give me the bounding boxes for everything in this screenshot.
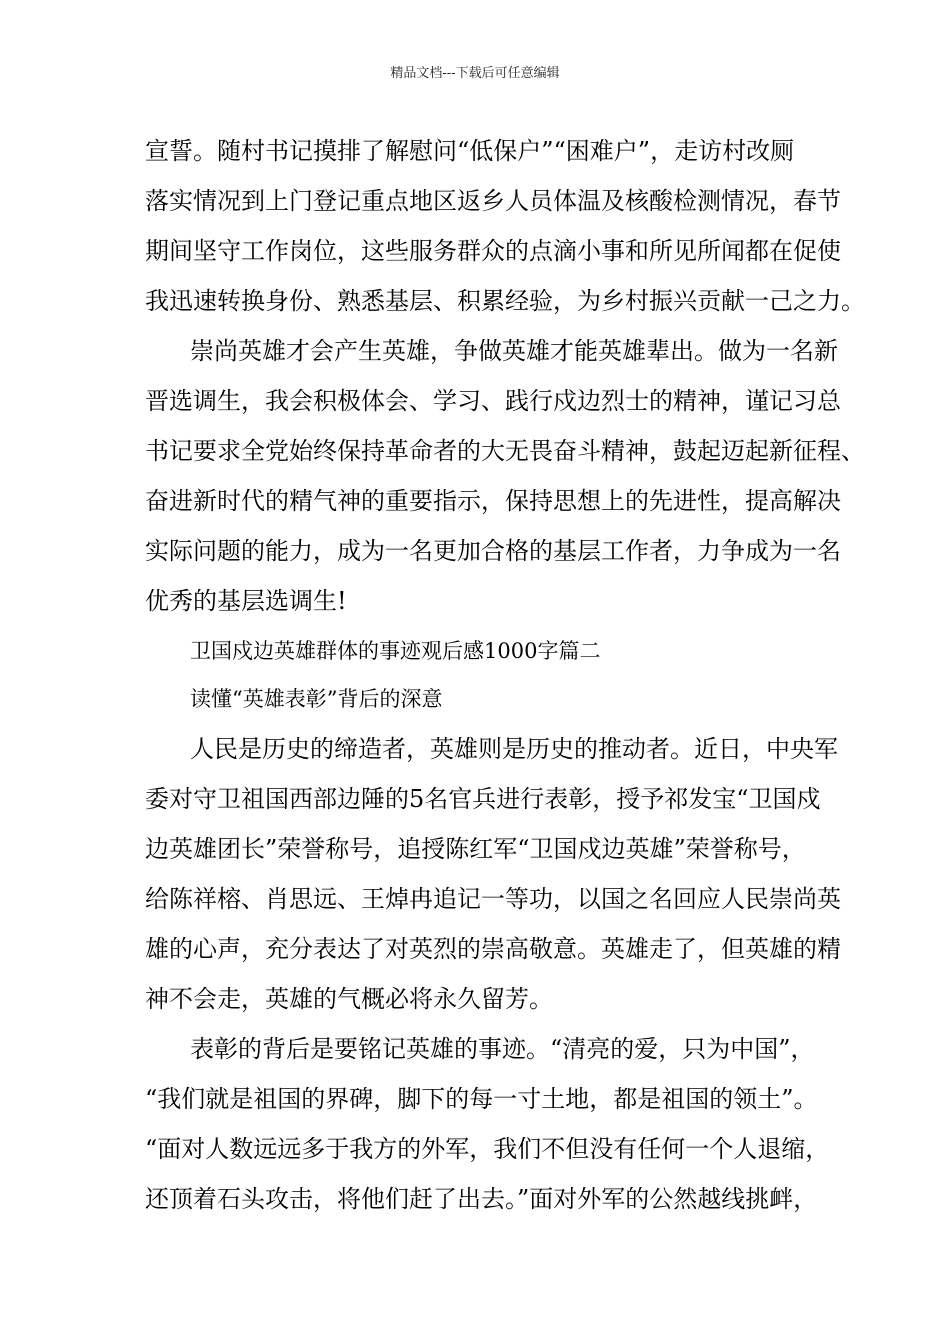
paragraph-start-line: 崇尚英雄才会产生英雄，争做英雄才能英雄辈出。做为一名新: [190, 337, 838, 365]
text-line: “我们就是祖国的界碑，脚下的每一寸土地，都是祖国的领土”。: [145, 1085, 818, 1113]
section-title: 卫国戍边英雄群体的事迹观后感1000字篇二: [190, 639, 601, 663]
text-line: 宣誓。随村书记摸排了解慰问“低保户”“困难户”，走访村改厕: [145, 137, 795, 165]
text-line: 边英雄团长”荣誉称号，追授陈红军“卫国戍边英雄”荣誉称号，: [145, 835, 806, 863]
text-line: 雄的心声，充分表达了对英烈的崇高敬意。英雄走了，但英雄的精: [145, 935, 841, 963]
text-line: 奋进新时代的精气神的重要指示，保持思想上的先进性，提高解决: [145, 487, 841, 515]
text-line: 期间坚守工作岗位，这些服务群众的点滴小事和所见所闻都在促使: [145, 237, 841, 265]
text-line: 给陈祥榕、肖思远、王焯冉追记一等功，以国之名回应人民崇尚英: [145, 885, 841, 913]
text-line: 还顶着石头攻击，将他们赶了出去。”面对外军的公然越线挑衅，: [145, 1185, 818, 1213]
paragraph-start-line: 人民是历史的缔造者，英雄则是历史的推动者。近日，中央军: [190, 735, 838, 763]
text-line: 落实情况到上门登记重点地区返乡人员体温及核酸检测情况，春节: [145, 187, 841, 215]
text-line: “面对人数远远多于我方的外军，我们不但没有任何一个人退缩，: [145, 1135, 830, 1163]
text-line: 我迅速转换身份、熟悉基层、积累经验，为乡村振兴贡献一己之力。: [145, 287, 865, 315]
text-line: 优秀的基层选调生!: [145, 587, 347, 615]
page-header: 精品文档---下载后可任意编辑: [390, 66, 560, 81]
text-line: 晋选调生，我会积极体会、学习、践行戍边烈士的精神，谨记习总: [145, 387, 841, 415]
text-line: 实际问题的能力，成为一名更加合格的基层工作者，力争成为一名: [145, 537, 841, 565]
text-line: 委对守卫祖国西部边陲的5名官兵进行表彰，授予祁发宝“卫国戍: [145, 785, 821, 813]
section-subtitle: 读懂“英雄表彰”背后的深意: [190, 687, 443, 711]
paragraph-start-line: 表彰的背后是要铭记英雄的事迹。“清亮的爱，只为中国”，: [190, 1035, 815, 1063]
text-line: 神不会走，英雄的气概必将永久留芳。: [145, 985, 553, 1013]
text-line: 书记要求全党始终保持革命者的大无畏奋斗精神，鼓起迈起新征程、: [145, 437, 865, 465]
